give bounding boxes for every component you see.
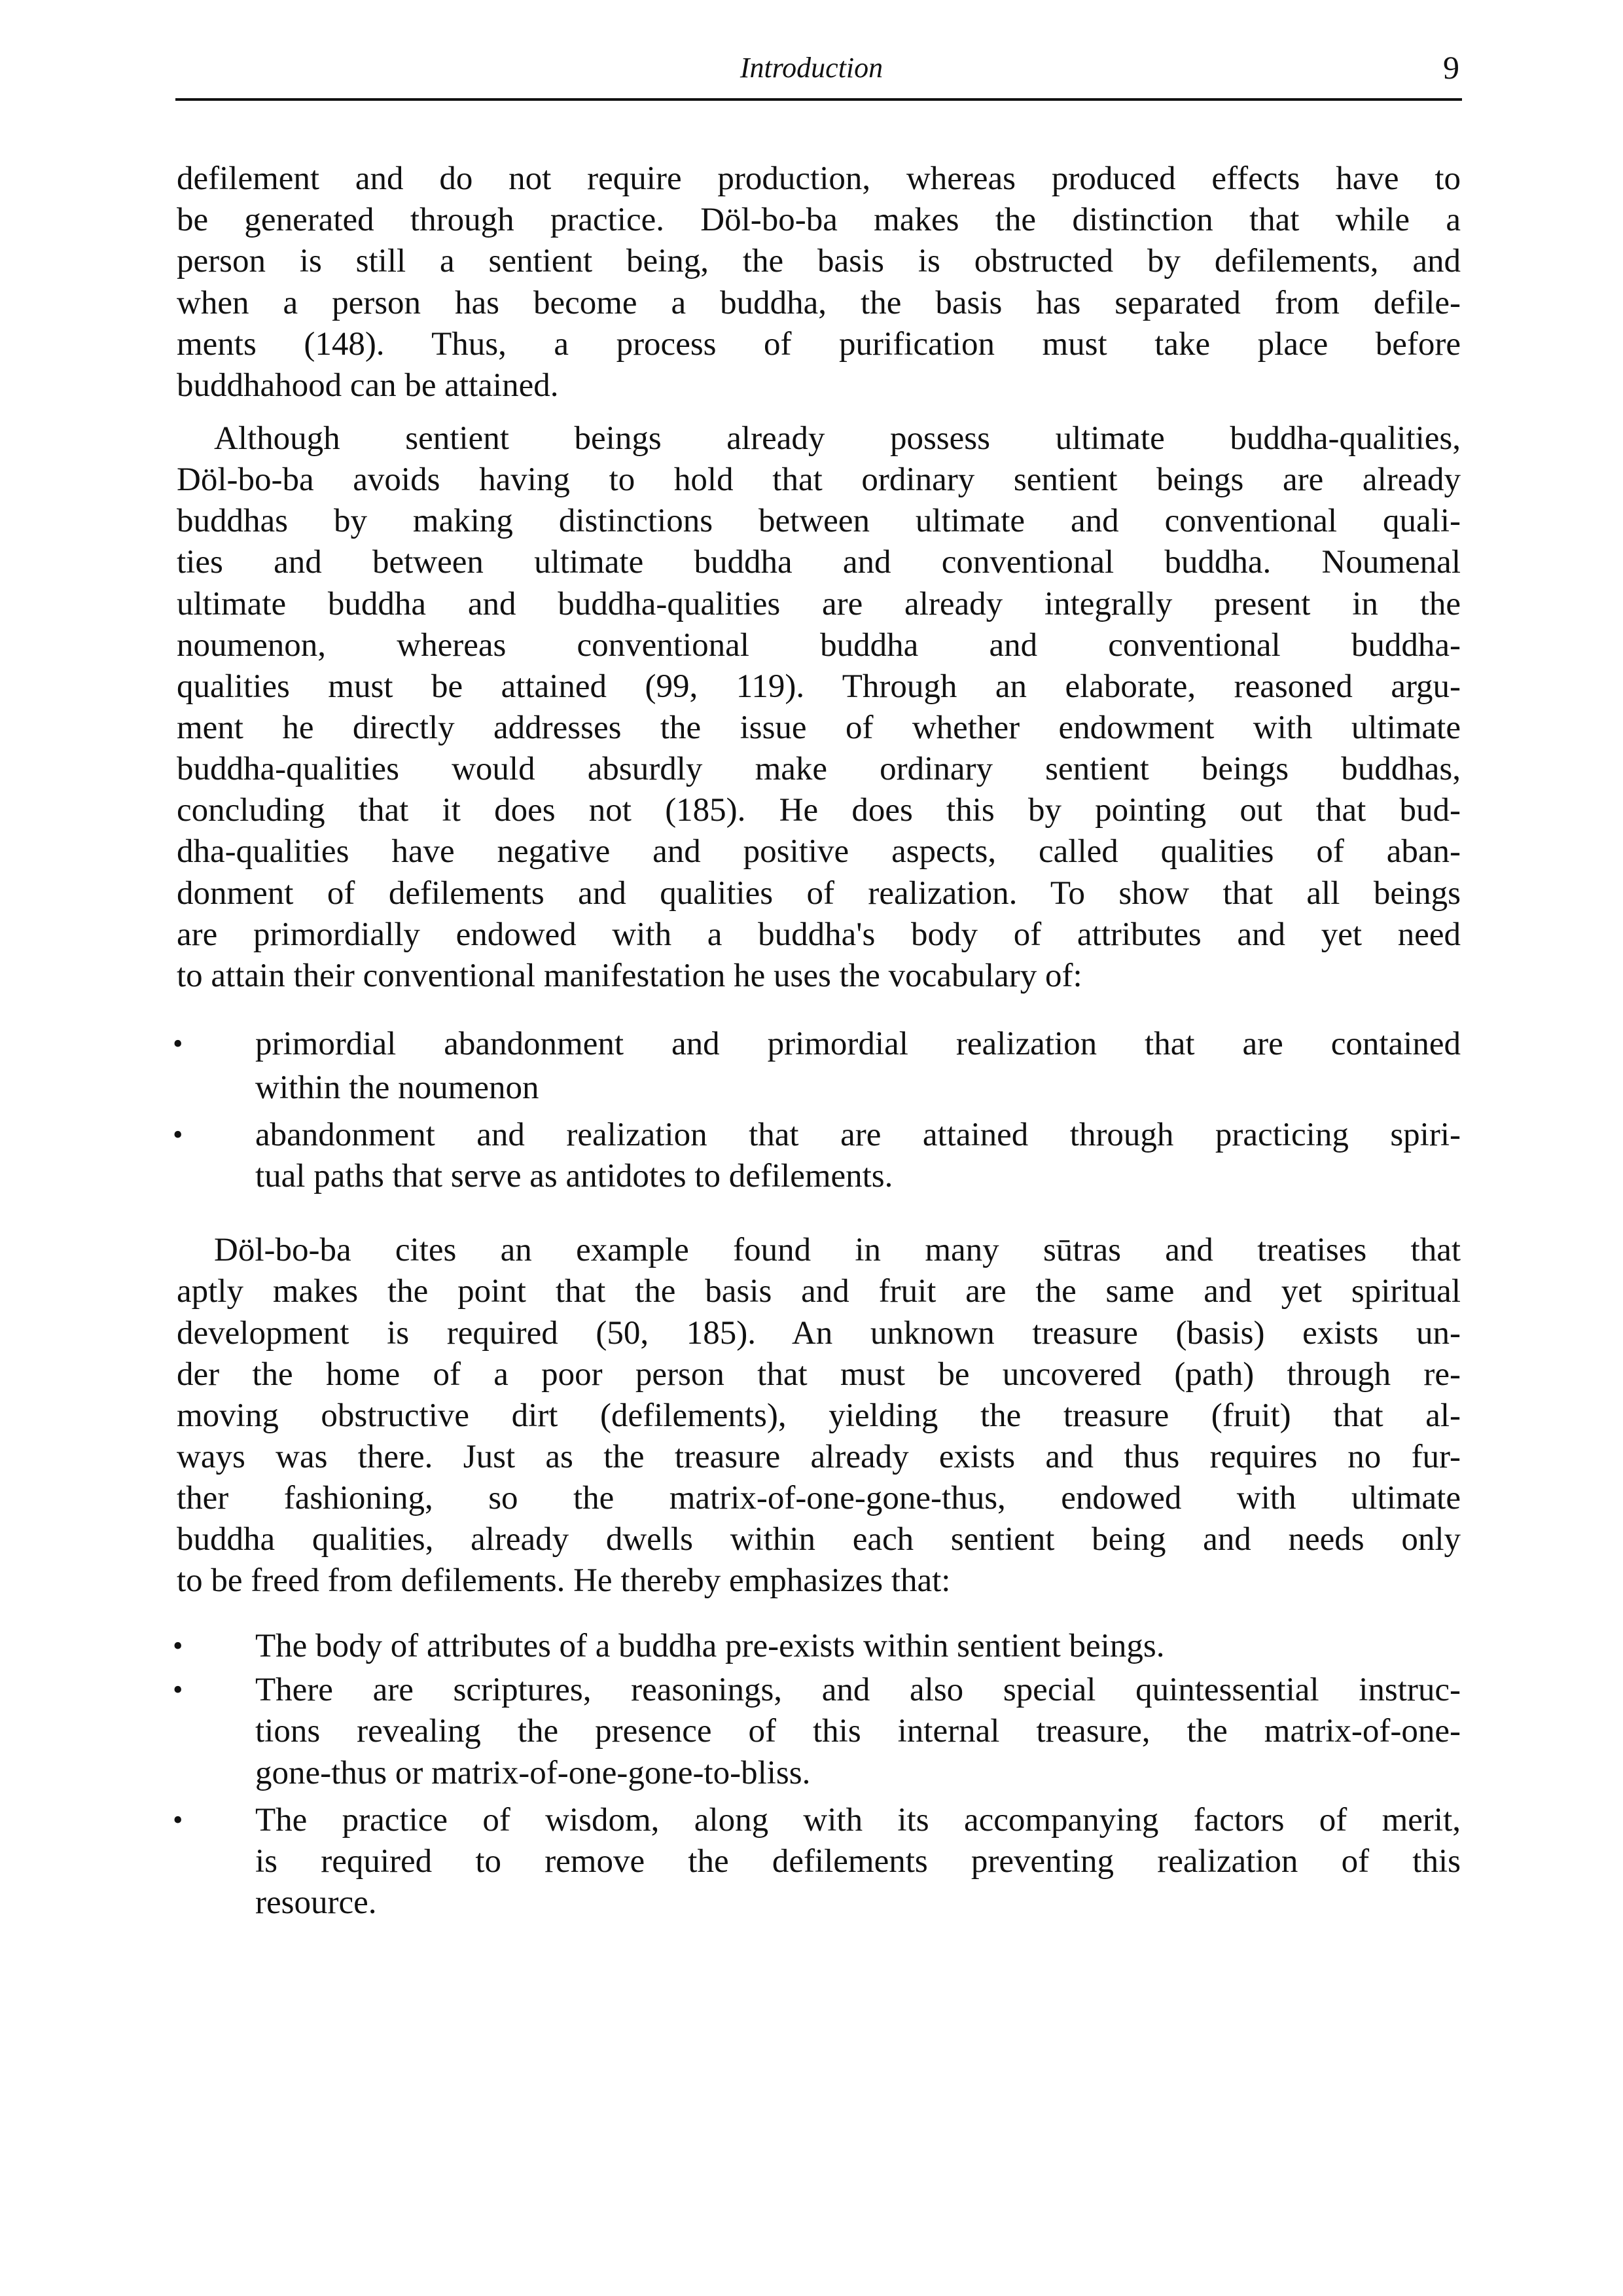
- running-header-title: Introduction: [740, 52, 883, 84]
- paragraph-line: ther fashioning, so the matrix-of-one-gone-thus, endowed with ultimate: [177, 1480, 1461, 1516]
- paragraph-line: dha-qualities have negative and positive aspects, called qualities of aban-: [177, 833, 1461, 870]
- bullet-icon: •: [173, 1674, 183, 1706]
- paragraph-line: buddhahood can be attained.: [177, 367, 559, 404]
- paragraph-line: defilement and do not require production, whereas produced effects have to: [177, 160, 1461, 197]
- paragraph-line: ties and between ultimate buddha and conventional buddha. Noumenal: [177, 544, 1461, 581]
- paragraph-line: noumenon, whereas conventional buddha and conventional buddha-: [177, 627, 1461, 664]
- bullet-item-line: within the noumenon: [255, 1069, 539, 1106]
- bullet-item-line: is required to remove the defilements preventing realization of this: [255, 1843, 1461, 1880]
- paragraph-line: to attain their conventional manifestation he uses the vocabulary of:: [177, 958, 1082, 994]
- bullet-item-line: gone-thus or matrix-of-one-gone-to-bliss.: [255, 1755, 811, 1791]
- paragraph-line: Döl-bo-ba avoids having to hold that ordinary sentient beings are already: [177, 461, 1461, 498]
- bullet-icon: •: [173, 1630, 183, 1662]
- paragraph-line: concluding that it does not (185). He does this by pointing out that bud-: [177, 792, 1461, 829]
- paragraph-line: buddhas by making distinctions between ultimate and conventional quali-: [177, 503, 1461, 539]
- paragraph-line: when a person has become a buddha, the basis has separated from defile-: [177, 285, 1461, 321]
- paragraph-line: Döl-bo-ba cites an example found in many sūtras and treatises that: [214, 1232, 1461, 1268]
- paragraph-line: der the home of a poor person that must be uncovered (path) through re-: [177, 1356, 1461, 1393]
- paragraph-line: buddha qualities, already dwells within each sentient being and needs only: [177, 1521, 1461, 1558]
- bullet-item-line: abandonment and realization that are attained through practicing spiri-: [255, 1117, 1461, 1153]
- paragraph-line: development is required (50, 185). An unknown treasure (basis) exists un-: [177, 1315, 1461, 1352]
- paragraph-line: ments (148). Thus, a process of purification must take place before: [177, 326, 1461, 363]
- paragraph-line: aptly makes the point that the basis and fruit are the same and yet spiritual: [177, 1273, 1461, 1310]
- bullet-item-line: tions revealing the presence of this internal treasure, the matrix-of-one-: [255, 1713, 1461, 1749]
- paragraph-line: are primordially endowed with a buddha's body of attributes and yet need: [177, 916, 1461, 953]
- bullet-item-line: primordial abandonment and primordial realization that are contained: [255, 1026, 1461, 1062]
- paragraph-line: qualities must be attained (99, 119). Through an elaborate, reasoned argu-: [177, 668, 1461, 705]
- paragraph-line: Although sentient beings already possess ultimate buddha-qualities,: [214, 420, 1461, 457]
- bullet-icon: •: [173, 1804, 183, 1836]
- paragraph-line: to be freed from defilements. He thereby emphasizes that:: [177, 1562, 951, 1599]
- bullet-item-line: The body of attributes of a buddha pre-exists within sentient beings.: [255, 1628, 1165, 1664]
- paragraph-line: person is still a sentient being, the basis is obstructed by defilements, and: [177, 243, 1461, 279]
- paragraph-line: ways was there. Just as the treasure already exists and thus requires no fur-: [177, 1439, 1461, 1475]
- bullet-icon: •: [173, 1119, 183, 1151]
- header-rule: [175, 98, 1462, 101]
- paragraph-line: ment he directly addresses the issue of whether endowment with ultimate: [177, 709, 1461, 746]
- page-number: 9: [1443, 49, 1459, 86]
- bullet-item-line: tual paths that serve as antidotes to defilements.: [255, 1158, 893, 1194]
- paragraph-line: ultimate buddha and buddha-qualities are already integrally present in the: [177, 586, 1461, 622]
- bullet-item-line: There are scriptures, reasonings, and also special quintessential instruc-: [255, 1672, 1461, 1708]
- paragraph-line: be generated through practice. Döl-bo-ba makes the distinction that while a: [177, 202, 1461, 238]
- bullet-icon: •: [173, 1028, 183, 1060]
- paragraph-line: buddha-qualities would absurdly make ordinary sentient beings buddhas,: [177, 751, 1461, 787]
- paragraph-line: donment of defilements and qualities of realization. To show that all beings: [177, 875, 1461, 912]
- bullet-item-line: The practice of wisdom, along with its accompanying factors of merit,: [255, 1802, 1461, 1839]
- paragraph-line: moving obstructive dirt (defilements), yielding the treasure (fruit) that al-: [177, 1397, 1461, 1434]
- bullet-item-line: resource.: [255, 1884, 377, 1921]
